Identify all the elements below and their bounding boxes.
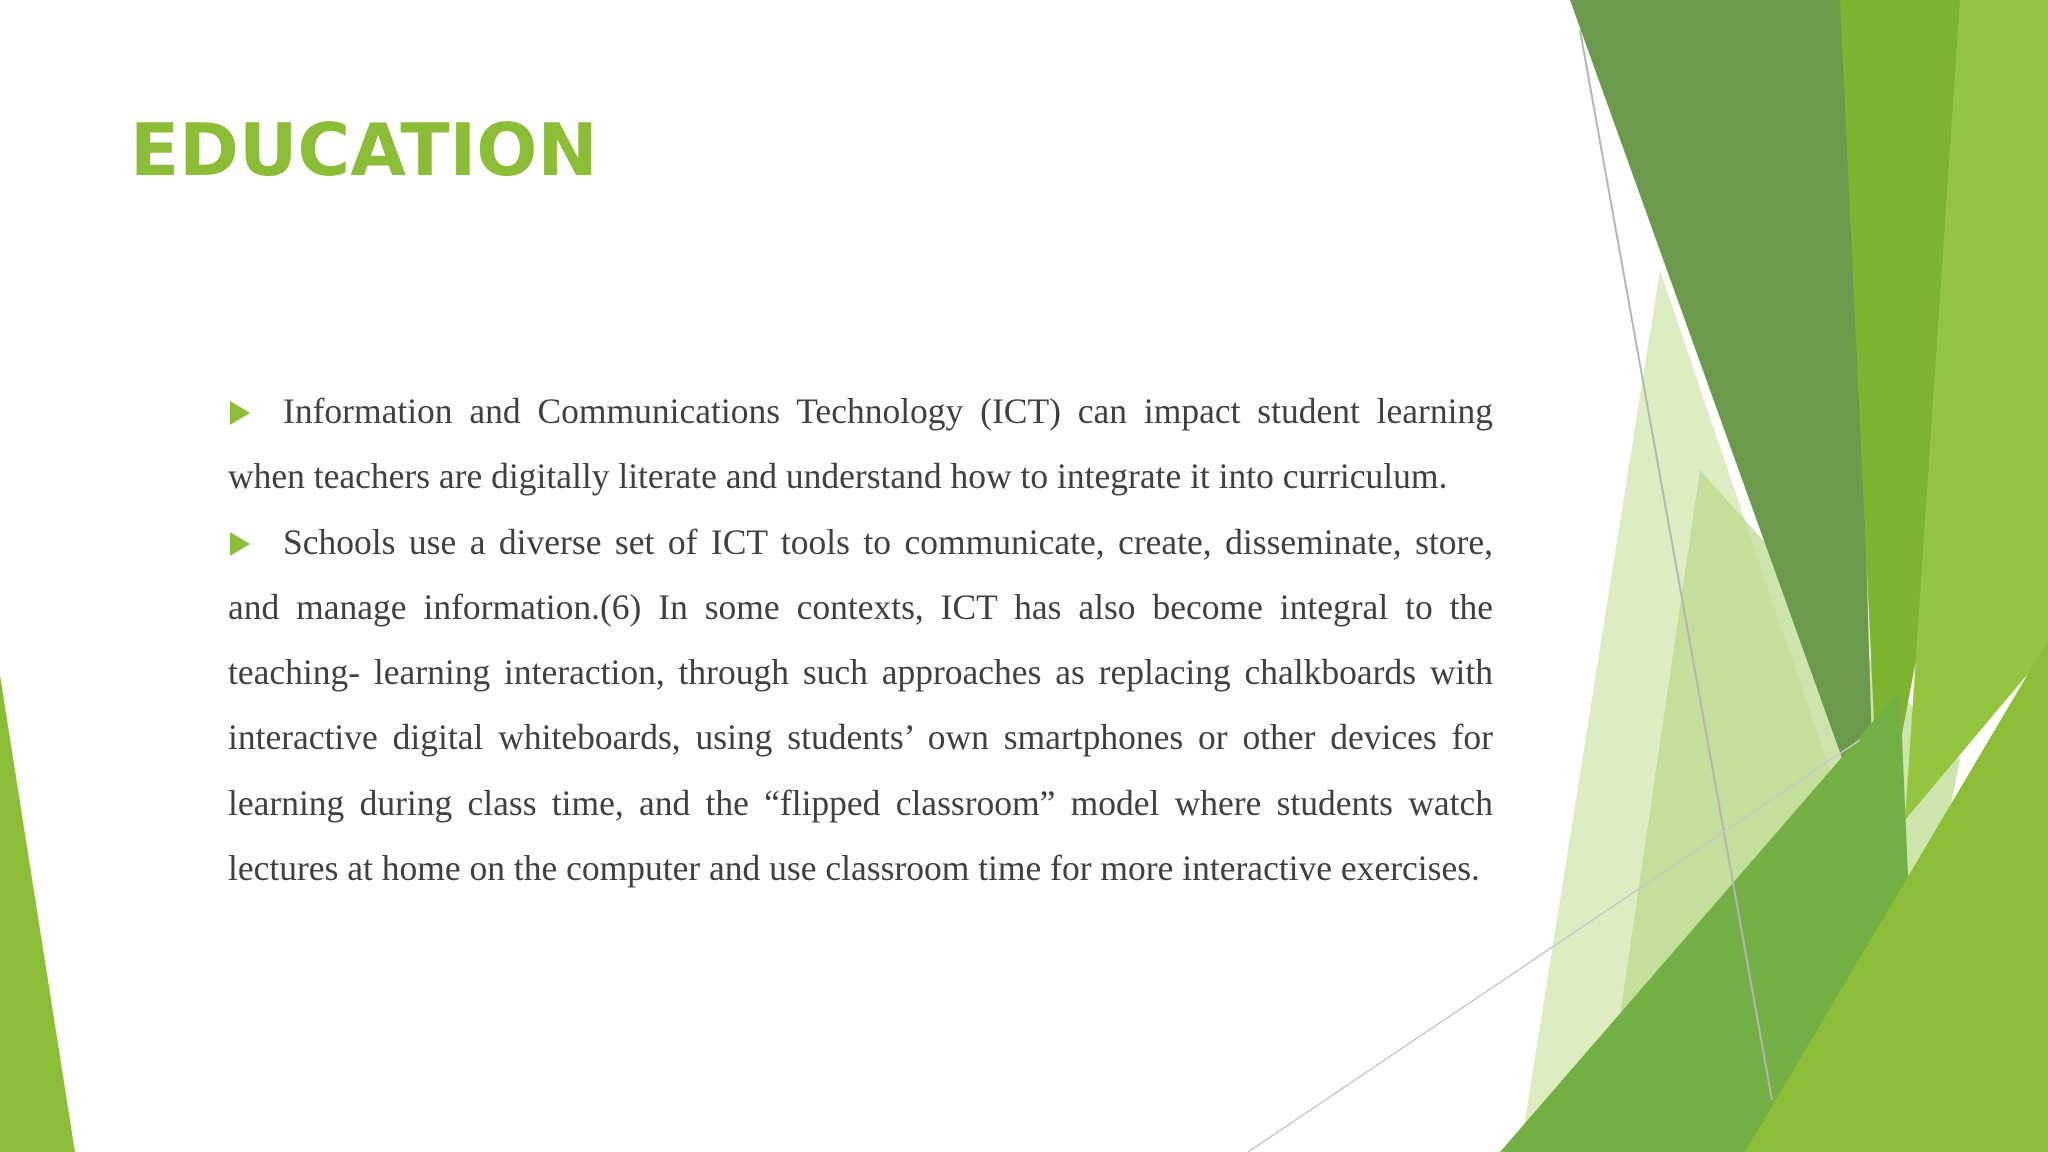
arrow-bullet-icon: [230, 532, 250, 556]
left-green-sliver: [0, 675, 75, 1152]
bullet-list: [228, 379, 1493, 901]
bullet-text-1: Information and Communications Technology (ICT) can impact student learning when teachers are digitally literate and understand how to integrate it into curriculum.: [228, 391, 1493, 497]
slide-title: EDUCATION: [130, 108, 598, 192]
arrow-bullet-icon: [230, 401, 250, 425]
bullet-item-2: [228, 510, 1493, 902]
bullet-item-1: [228, 379, 1493, 510]
bullet-text-2: Schools use a diverse set of ICT tools to communicate, create, disseminate, store, and manage information.(6) In some contexts, ICT has also become integral to the teaching- learning interaction, through such approaches as replacing chalkboards with interactive digital whiteboards, using students’ own smartphones or other devices for learning during class time, and the “flipped classroom” model where students watch lectures at home on the computer and use classroom time for more interactive exercises.: [228, 521, 1493, 889]
